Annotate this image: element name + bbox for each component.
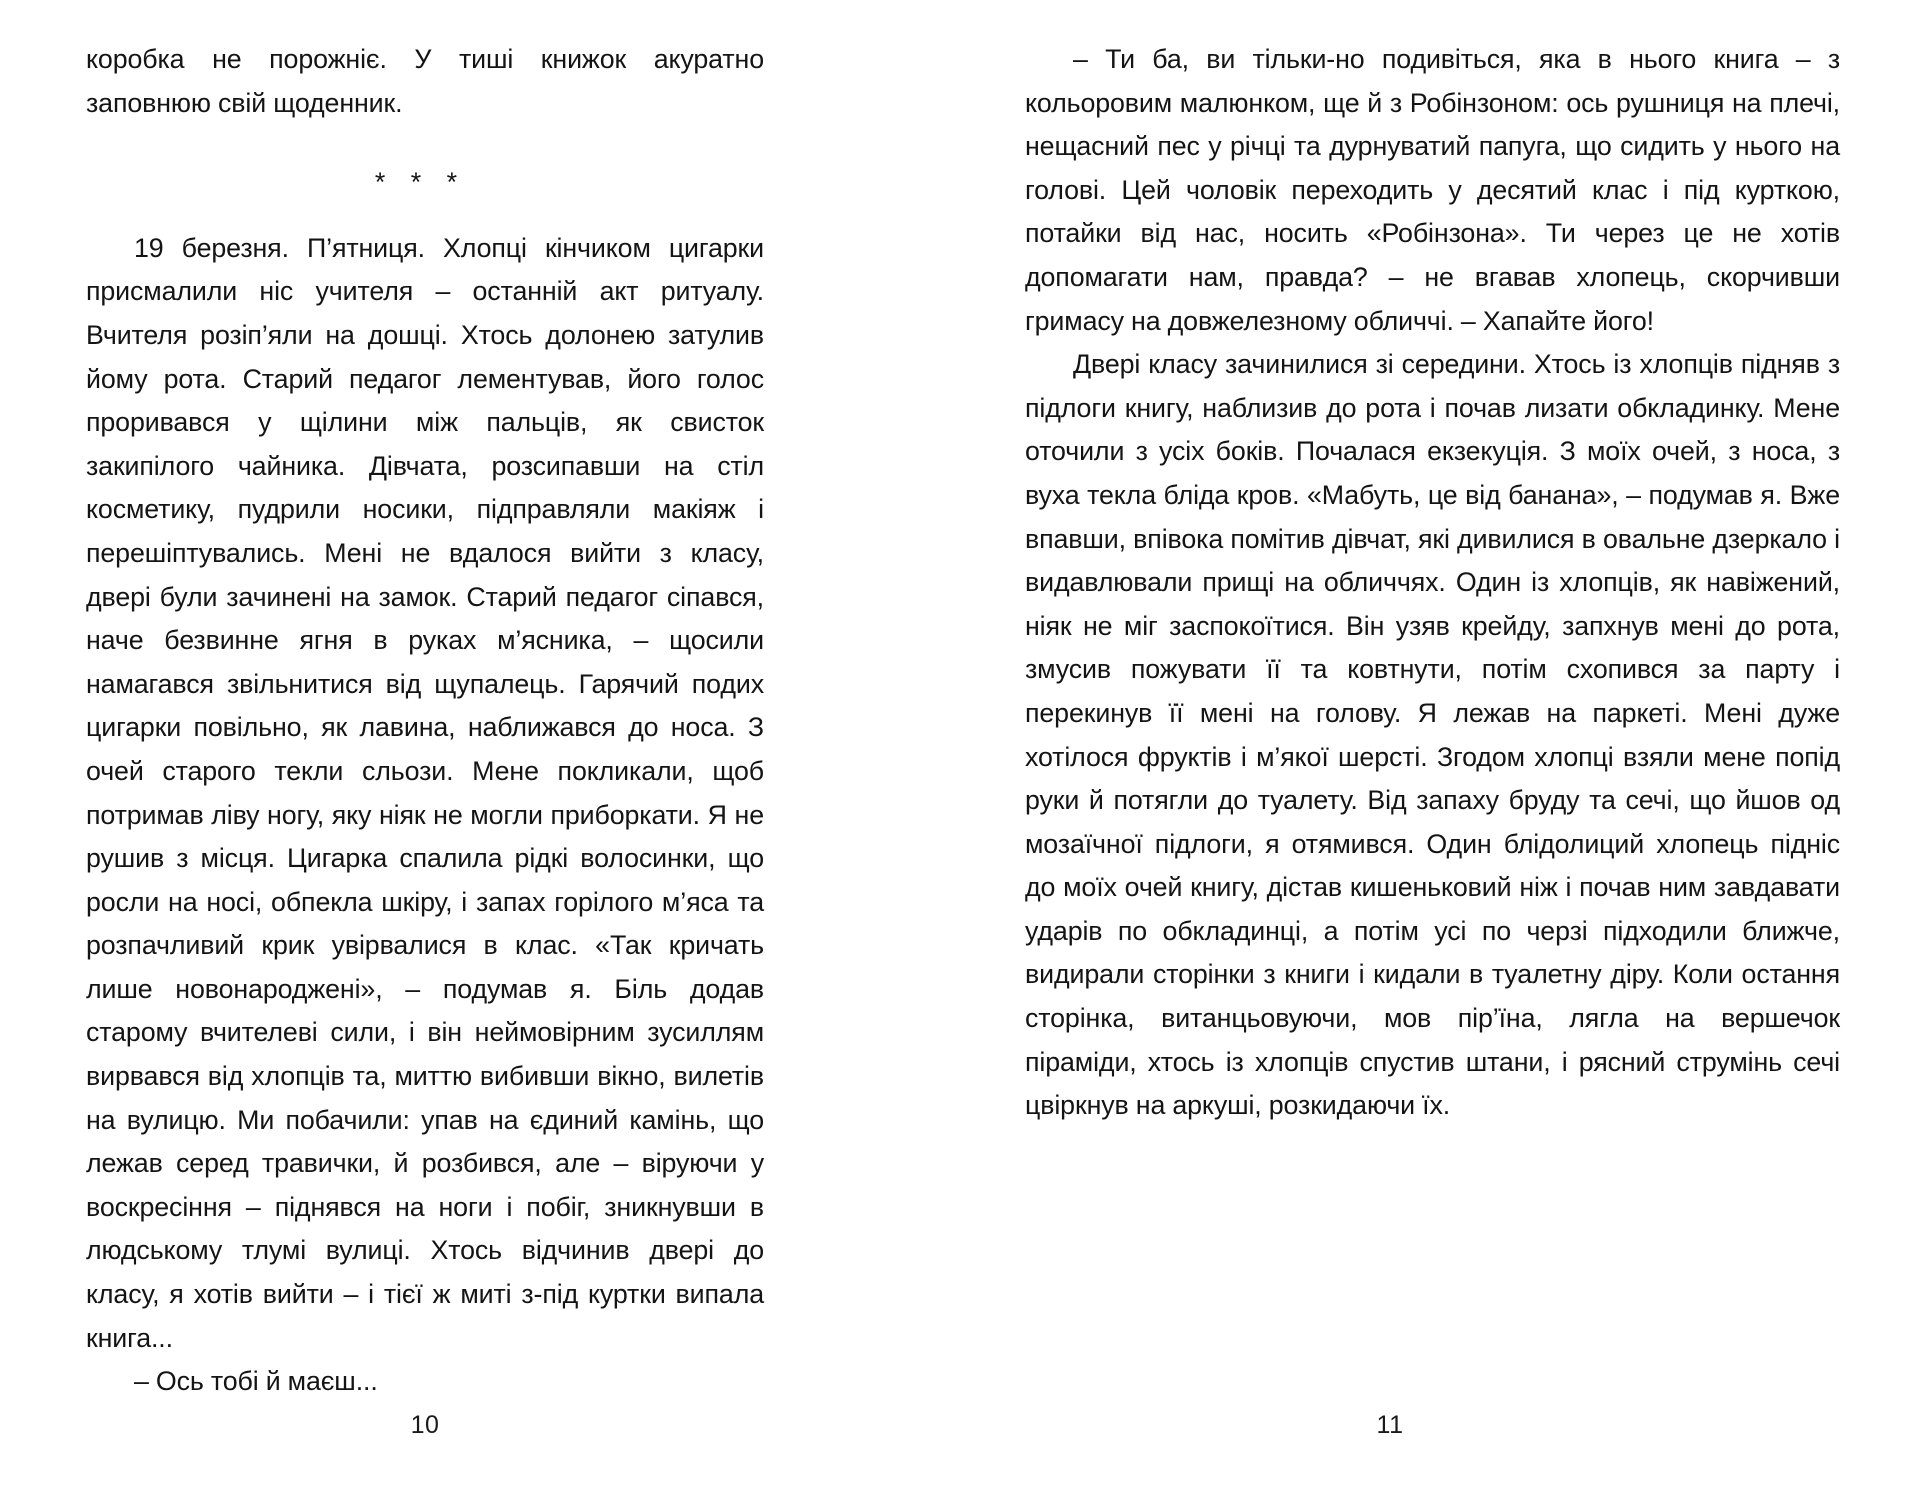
page-right	[960, 0, 1920, 1494]
right-page-textblock	[1025, 38, 1840, 1128]
page-number-right: 11	[1376, 1411, 1404, 1439]
paragraph-diary-entry: 19 березня. П’ятниця. Хлопці кінчиком цигарки присмалили ніс учителя – останній акт ритуалу. Вчителя розіп’яли на дошці. Хтось долонею затулив йому рота. Старий педагог лементував, його голос проривався у щілини між пальців, як свисток закипілого чайника. Дівчата, розсипавши на стіл косметику, пудрили носики, підправляли макіяж і перешіптувались. Мені не вдалося вийти з класу, двері були зачинені на замок. Старий педагог сіпався, наче безвинне ягня в руках м’ясника, – щосили намагався звільнитися від щупалець. Гарячий подих цигарки повільно, як лавина, наближався до носа. З очей старого текли сльози. Мене покликали, щоб потримав ліву ногу, яку ніяк не могли приборкати. Я не рушив з місця. Цигарка спалила рідкі волосинки, що росли на носі, обпекла шкіру, і запах горілого м’яса та розпачливий крик увірвалися в клас. «Так кричать лише новонароджені», – подумав я. Біль додав старому вчителеві сили, і він неймовірним зусиллям вирвався від хлопців та, миттю вибивши вікно, вилетів на вулицю. Ми побачили: упав на єдиний камінь, що лежав серед травички, й розбився, але – віруючи у воскресіння – піднявся на ноги і побіг, зникнувши в людському тлумі вулиці. Хтось відчинив двері до класу, я хотів вийти – і тієї ж миті з-під куртки випала книга...	[86, 232, 764, 1353]
paragraph-dialogue-line: – Ось тобі й маєш...	[134, 1366, 378, 1397]
left-page-textblock	[86, 38, 764, 1404]
continued-paragraph: коробка не порожніє. У тиші книжок акуратно заповнюю свій щоденник.	[86, 44, 764, 118]
paragraph-narrative: Двері класу зачинилися зі середини. Хтось із хлопців підняв з підлоги книгу, наблизив до рота і почав лизати обкладинку. Мене оточили з усіх боків. Почалася екзекуція. З моїх очей, з носа, з вуха текла бліда кров. «Мабуть, це від банана», – подумав я. Вже впавши, впівока помітив дівчат, які дивилися в овальне дзеркало і видавлювали прищі на обличчях. Один із хлопців, як навіжений, ніяк не міг заспокоїтися. Він узяв крейду, запхнув мені до рота, змусив пожувати її та ковтнути, потім схопився за парту і перекинув її мені на голову. Я лежав на паркеті. Мені дуже хотілося фруктів і м’якої шерсті. Згодом хлопці взяли мене попід руки й потягли до туалету. Від запаху бруду та сечі, що йшов од мозаїчної підлоги, я отямився. Один блідолиций хлопець підніс до моїх очей книгу, дістав кишеньковий ніж і почав ним завдавати ударів по обкладинці, а потім усі по черзі підходили ближче, видирали сторінки з книги і кидали в туалетну діру. Коли остання сторінка, витанцьовуючи, мов пір’їна, лягла на вершечок піраміди, хтось із хлопців спустив штани, і рясний струмінь сечі цвіркнув на аркуші, розкидаючи їх.	[1025, 349, 1840, 1121]
paragraph-dialogue-speech: – Ти ба, ви тільки-но подивіться, яка в нього книга – з кольоровим малюнком, ще й з Робінзоном: ось рушниця на плечі, нещасний пес у річці та дурнуватий папуга, що сидить у нього на голові. Цей чоловік переходить у десятий клас і під курткою, потайки від нас, носить «Робінзона». Ти через це не хотів допомагати нам, правда? – не вгавав хлопець, скорчивши гримасу на довжелезному обличчі. – Хапайте його!	[1025, 44, 1840, 336]
page-number-left: 10	[410, 1411, 440, 1439]
section-divider: * * *	[374, 167, 467, 198]
